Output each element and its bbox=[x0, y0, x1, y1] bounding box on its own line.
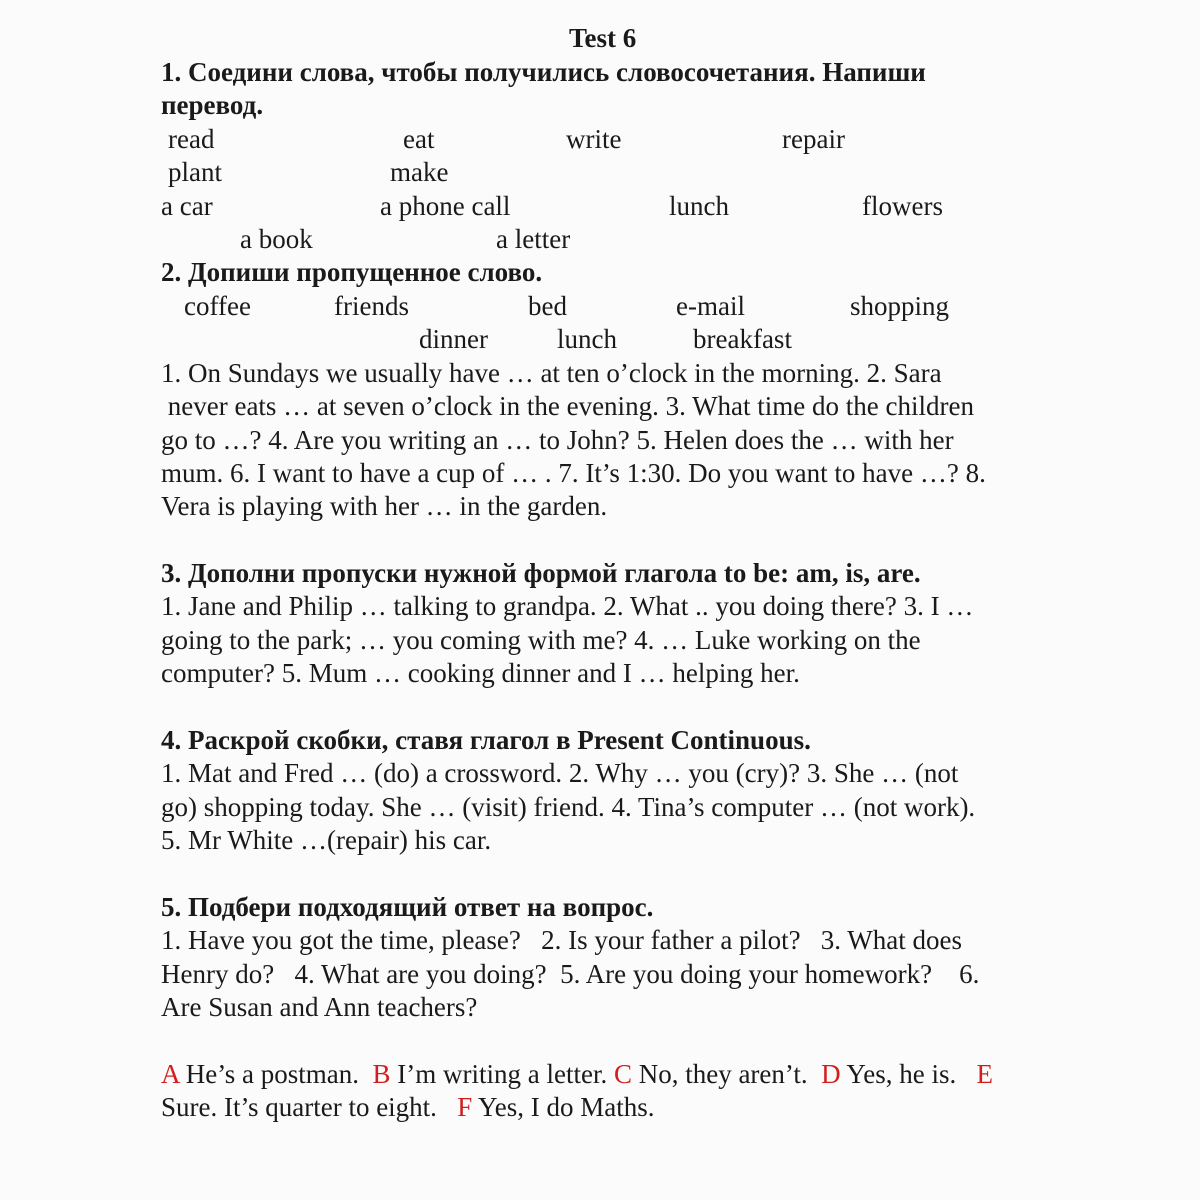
exercise-text-line: Vera is playing with her … in the garden. bbox=[161, 491, 608, 521]
answer-letter: F bbox=[457, 1092, 473, 1122]
section1-heading-line1: 1. Соедини слова, чтобы получились словосочетания. Напиши bbox=[161, 57, 926, 87]
noun-phrase: flowers bbox=[862, 191, 943, 221]
noun-phrase: a book bbox=[240, 224, 313, 254]
answer-letter: B bbox=[372, 1059, 391, 1089]
section2-heading: 2. Допиши пропущенное слово. bbox=[161, 257, 543, 287]
exercise-text-line: Henry do? 4. What are you doing? 5. Are you doing your homework? 6. bbox=[161, 959, 980, 989]
answer-letter: C bbox=[613, 1059, 632, 1089]
section4-heading: 4. Раскрой скобки, ставя глагол в Present Continuous. bbox=[161, 725, 811, 755]
page-title: Test 6 bbox=[569, 23, 637, 53]
exercise-text-line: computer? 5. Mum … cooking dinner and I … helping her. bbox=[161, 658, 800, 688]
verb-word: read bbox=[168, 124, 215, 154]
exercise-text-line: 1. Have you got the time, please? 2. Is your father a pilot? 3. What does bbox=[161, 925, 963, 955]
answer-text: Yes, I do Maths. bbox=[472, 1092, 655, 1122]
noun-phrase: a letter bbox=[496, 224, 571, 254]
verb-word: write bbox=[566, 124, 622, 154]
section5-heading: 5. Подбери подходящий ответ на вопрос. bbox=[161, 892, 654, 922]
noun-phrase: a car bbox=[161, 191, 213, 221]
exercise-text-line: go) shopping today. She … (visit) friend. 4. Tina’s computer … (not work). bbox=[161, 792, 976, 822]
verb-word: make bbox=[390, 157, 449, 187]
word-bank-item: dinner bbox=[419, 324, 488, 354]
verb-word: repair bbox=[782, 124, 845, 154]
answer-letter: A bbox=[161, 1059, 180, 1089]
verb-word: eat bbox=[403, 124, 435, 154]
word-bank-item: lunch bbox=[557, 324, 617, 354]
word-bank-item: breakfast bbox=[693, 324, 792, 354]
exercise-text-line: 1. Mat and Fred … (do) a crossword. 2. Why … you (cry)? 3. She … (not bbox=[161, 758, 959, 788]
word-bank-item: shopping bbox=[850, 291, 950, 321]
section1-heading-line2: перевод. bbox=[161, 90, 264, 120]
answer-options-line1 bbox=[161, 1058, 993, 1091]
word-bank-item: e-mail bbox=[676, 291, 745, 321]
noun-phrase: lunch bbox=[669, 191, 729, 221]
answer-text: No, they aren’t. bbox=[631, 1059, 822, 1089]
exercise-text-line: go to …? 4. Are you writing an … to John? 5. Helen does the … with her bbox=[161, 425, 954, 455]
exercise-text-line: mum. 6. I want to have a cup of … . 7. It’s 1:30. Do you want to have …? 8. bbox=[161, 458, 986, 488]
word-bank-item: friends bbox=[334, 291, 409, 321]
answer-text: Sure. It’s quarter to eight. bbox=[161, 1092, 458, 1122]
section3-heading: 3. Дополни пропуски нужной формой глагола to be: am, is, are. bbox=[161, 558, 921, 588]
word-bank-item: coffee bbox=[184, 291, 251, 321]
answer-letter: D bbox=[821, 1059, 841, 1089]
verb-word: plant bbox=[168, 157, 222, 187]
exercise-text-line: 1. On Sundays we usually have … at ten o’clock in the morning. 2. Sara bbox=[161, 358, 942, 388]
noun-phrase: a phone call bbox=[380, 191, 511, 221]
exercise-text-line: going to the park; … you coming with me? 4. … Luke working on the bbox=[161, 625, 921, 655]
exercise-text-line: Are Susan and Ann teachers? bbox=[161, 992, 478, 1022]
exercise-text-line: 1. Jane and Philip … talking to grandpa. 2. What .. you doing there? 3. I … bbox=[161, 591, 974, 621]
answer-options-line2 bbox=[161, 1091, 655, 1124]
answer-text: He’s a postman. bbox=[179, 1059, 373, 1089]
word-bank-item: bed bbox=[528, 291, 567, 321]
exercise-text-line: never eats … at seven o’clock in the evening. 3. What time do the children bbox=[161, 391, 974, 421]
answer-text: Yes, he is. bbox=[840, 1059, 977, 1089]
answer-letter: E bbox=[976, 1059, 993, 1089]
exercise-text-line: 5. Mr White …(repair) his car. bbox=[161, 825, 492, 855]
answer-text: I’m writing a letter. bbox=[390, 1059, 614, 1089]
